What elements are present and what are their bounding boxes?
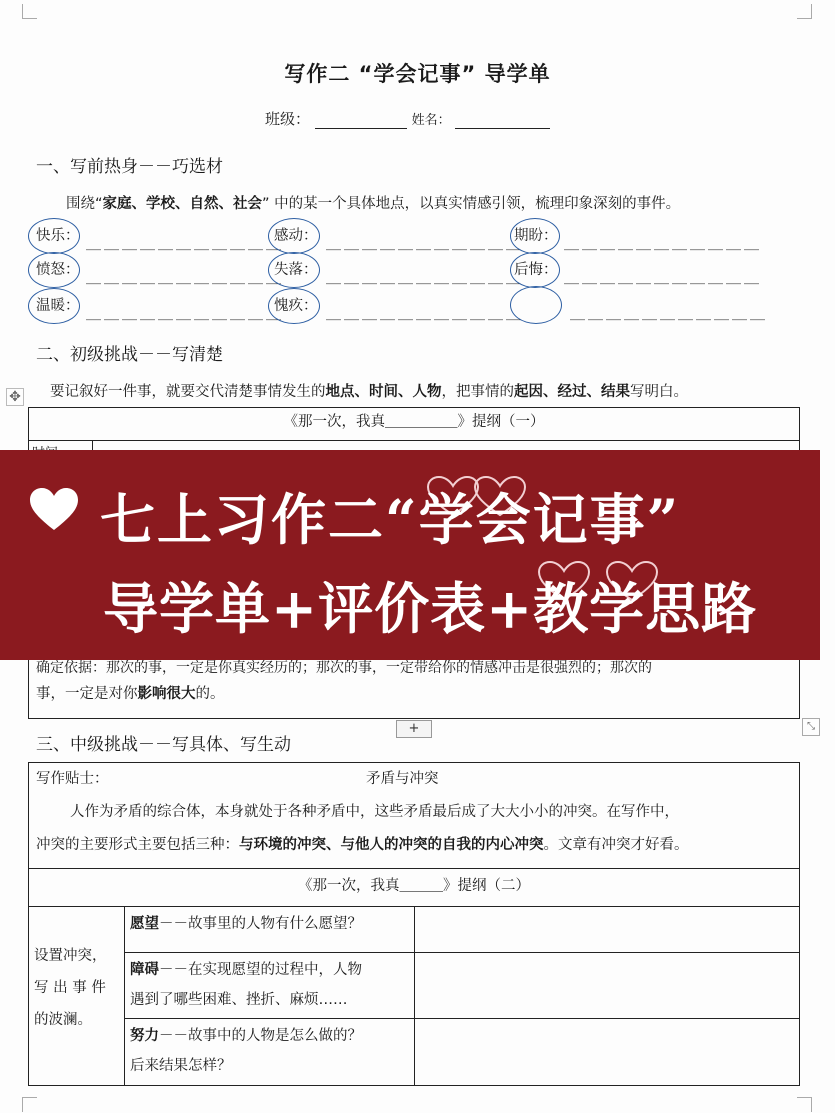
page-title: 写作二 “学会记事” 导学单	[284, 62, 551, 86]
conflict-cell-line1: 设置冲突，	[34, 948, 107, 964]
emotion-label: 快乐：	[36, 228, 80, 244]
class-name-line	[265, 108, 550, 129]
add-row-button[interactable]: +	[396, 720, 432, 738]
section1-heading: 一、写前热身－－巧选材	[36, 157, 223, 177]
emotion-blank[interactable]: ＿＿＿＿＿＿＿＿＿＿＿	[86, 268, 285, 286]
outline1-text-line2: 事，一定是对你影响很大的。	[36, 686, 225, 702]
effort-row-line2: 后来结果怎样？	[130, 1058, 232, 1074]
outline-title-2: 《那一次，我真＿＿＿》提纲（二）	[298, 878, 530, 894]
outline1-text-line1: 确定依据：那次的事，一定是你真实经历的；那次的事，一定带给你的情感冲击是很强烈的；那次的	[36, 660, 652, 676]
emotion-label: 愧疚：	[274, 298, 318, 314]
conflict-cell-line3: 的波澜。	[34, 1012, 92, 1028]
emotion-blank[interactable]: ＿＿＿＿＿＿＿＿＿＿＿	[564, 234, 763, 252]
conflict-cell-line2: 写 出 事 件	[34, 980, 106, 996]
obstacle-row-line1: 障碍－－在实现愿望的过程中，人物	[130, 962, 362, 978]
emotion-circle-empty[interactable]	[510, 286, 562, 324]
table-divider	[28, 440, 800, 441]
emotion-blank[interactable]: ＿＿＿＿＿＿＿＿＿＿＿	[86, 234, 285, 252]
emotion-label: 温暖：	[36, 298, 80, 314]
table-divider	[414, 906, 415, 1086]
tip-text-line2: 冲突的主要形式主要包括三种：与环境的冲突、与他人的冲突的自我的内心冲突。文章有冲突才好看。	[36, 837, 689, 853]
table-divider	[124, 906, 125, 1086]
emotion-blank[interactable]: ＿＿＿＿＿＿＿＿＿＿＿	[326, 234, 525, 252]
emotion-row-3	[30, 290, 800, 324]
crop-mark-tl	[22, 4, 37, 19]
wish-row: 愿望－－故事里的人物有什么愿望？	[130, 916, 362, 932]
section1-instruction: 围绕“家庭、学校、自然、社会” 中的某一个具体地点，以真实情感引领，梳理印象深刻的事件。	[66, 196, 681, 212]
name-blank[interactable]	[455, 114, 550, 129]
emotion-label: 失落：	[274, 262, 318, 278]
table-divider	[124, 1018, 800, 1019]
tip-title: 矛盾与冲突	[366, 771, 439, 787]
emotion-blank[interactable]: ＿＿＿＿＿＿＿＿＿＿＿	[570, 304, 769, 322]
section3-heading: 三、中级挑战－－写具体、写生动	[36, 735, 291, 755]
banner-title: 七上习作二“学会记事”	[100, 487, 681, 552]
emotion-blank[interactable]: ＿＿＿＿＿＿＿＿＿＿＿	[86, 304, 285, 322]
class-label: 班级：	[265, 110, 311, 128]
crop-mark-bl	[22, 1097, 37, 1112]
tip-text-line1: 人作为矛盾的综合体，本身就处于各种矛盾中，这些矛盾最后成了大大小小的冲突。在写作中，	[70, 804, 679, 820]
name-label: 姓名：	[411, 113, 451, 128]
emotion-blank[interactable]: ＿＿＿＿＿＿＿＿＿＿＿	[564, 268, 763, 286]
section2-heading: 二、初级挑战－－写清楚	[36, 345, 223, 365]
emotion-label: 愤怒：	[36, 262, 80, 278]
emotion-row-2	[30, 254, 800, 288]
table-resize-handle[interactable]: ⤡	[802, 718, 820, 736]
crop-mark-tr	[797, 4, 812, 19]
emotion-label: 后悔：	[514, 262, 558, 278]
obstacle-row-line2: 遇到了哪些困难、挫折、麻烦……	[130, 992, 348, 1008]
table-move-handle[interactable]: ✥	[6, 388, 24, 406]
table-divider	[28, 868, 800, 869]
emotion-blank[interactable]: ＿＿＿＿＿＿＿＿＿＿＿	[326, 304, 525, 322]
class-blank[interactable]	[315, 114, 407, 129]
banner-subtitle: 导学单+评价表+教学思路	[103, 576, 758, 641]
effort-answer-cell[interactable]	[416, 1020, 798, 1084]
emotion-row-1	[30, 220, 800, 254]
crop-mark-br	[797, 1097, 812, 1112]
emotion-label: 感动：	[274, 228, 318, 244]
effort-row-line1: 努力－－故事中的人物是怎么做的？	[130, 1028, 362, 1044]
outline-title-1: 《那一次，我真＿＿＿＿＿》提纲（一）	[283, 414, 545, 430]
wish-answer-cell[interactable]	[416, 908, 798, 950]
table-divider	[124, 952, 800, 953]
tip-label: 写作贴士：	[36, 771, 109, 787]
heart-icon	[30, 488, 78, 532]
section2-instruction: 要记叙好一件事，就要交代清楚事情发生的地点、时间、人物，把事情的起因、经过、结果写明白。	[50, 384, 688, 400]
obstacle-answer-cell[interactable]	[416, 954, 798, 1016]
emotion-label: 期盼：	[514, 228, 558, 244]
emotion-blank[interactable]: ＿＿＿＿＿＿＿＿＿＿＿	[326, 268, 525, 286]
